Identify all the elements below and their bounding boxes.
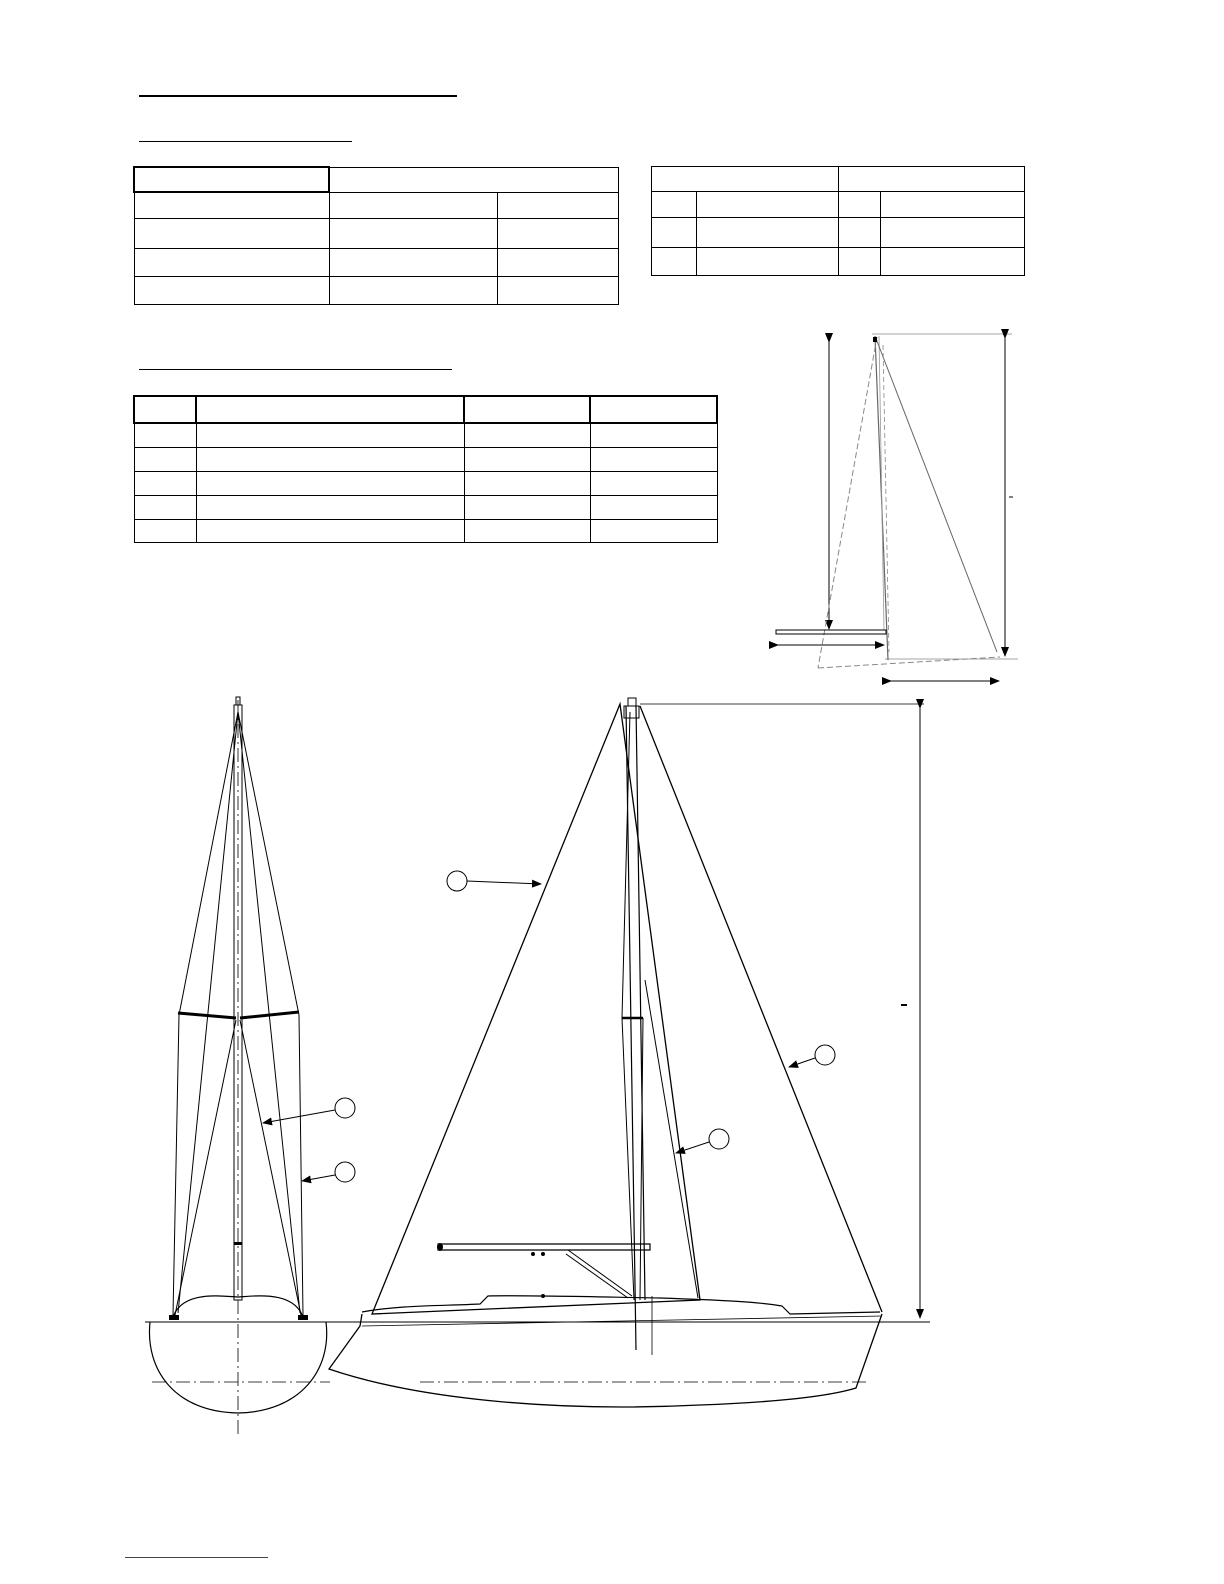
front-chainplate-right	[298, 1315, 308, 1320]
front-lower-left-a	[173, 1015, 179, 1315]
callout-leader-forestay	[789, 1058, 815, 1067]
boom-vang	[566, 1250, 632, 1298]
boom-fitting	[541, 1252, 545, 1256]
side-mast	[626, 706, 645, 1350]
callout-bubble-lower-shroud	[335, 1098, 355, 1118]
callout-leader-cap-shroud	[302, 1175, 335, 1181]
front-upper-right	[238, 712, 299, 1015]
front-view-rig	[149, 697, 330, 1436]
front-chainplate-left	[169, 1315, 179, 1320]
front-lower-right-a	[299, 1015, 303, 1315]
callout-bubble-forestay	[815, 1045, 835, 1065]
front-spreader-left	[178, 1013, 236, 1018]
front-lower-shroud-right	[240, 1020, 301, 1315]
side-hull	[329, 1314, 882, 1407]
front-lower-shroud-left	[175, 1020, 236, 1315]
callout-bubble-cap-shroud	[335, 1162, 355, 1182]
headsail	[372, 704, 700, 1314]
side-masthead	[628, 698, 636, 706]
callout-leader-side-shroud	[676, 1142, 709, 1153]
sail-plan-diagram	[776, 334, 1018, 681]
callouts	[263, 871, 835, 1182]
front-upper-left	[179, 712, 238, 1015]
side-shroud-lower-a	[622, 1018, 634, 1300]
diagram-forestay	[875, 336, 997, 652]
diagram-masthead	[873, 337, 877, 342]
callout-bubble-headsail	[447, 871, 467, 891]
callout-leader-lower-shroud	[263, 1110, 335, 1123]
footer-link-rule[interactable]	[125, 1557, 268, 1558]
boom	[438, 1244, 650, 1250]
side-lower-shroud	[645, 980, 698, 1298]
callout-leader-headsail	[467, 881, 541, 884]
boom-fitting	[531, 1252, 535, 1256]
front-mast-band	[234, 1242, 242, 1245]
side-sheer-line	[362, 1316, 882, 1326]
callout-bubble-side-shroud	[709, 1129, 729, 1149]
diagram-mast-inner	[879, 336, 884, 630]
deck-fitting	[541, 1294, 545, 1298]
forestay	[640, 706, 882, 1312]
boom-end	[437, 1243, 443, 1251]
diagram-mainsail-leech	[818, 337, 877, 668]
diagram-boom	[776, 630, 886, 634]
